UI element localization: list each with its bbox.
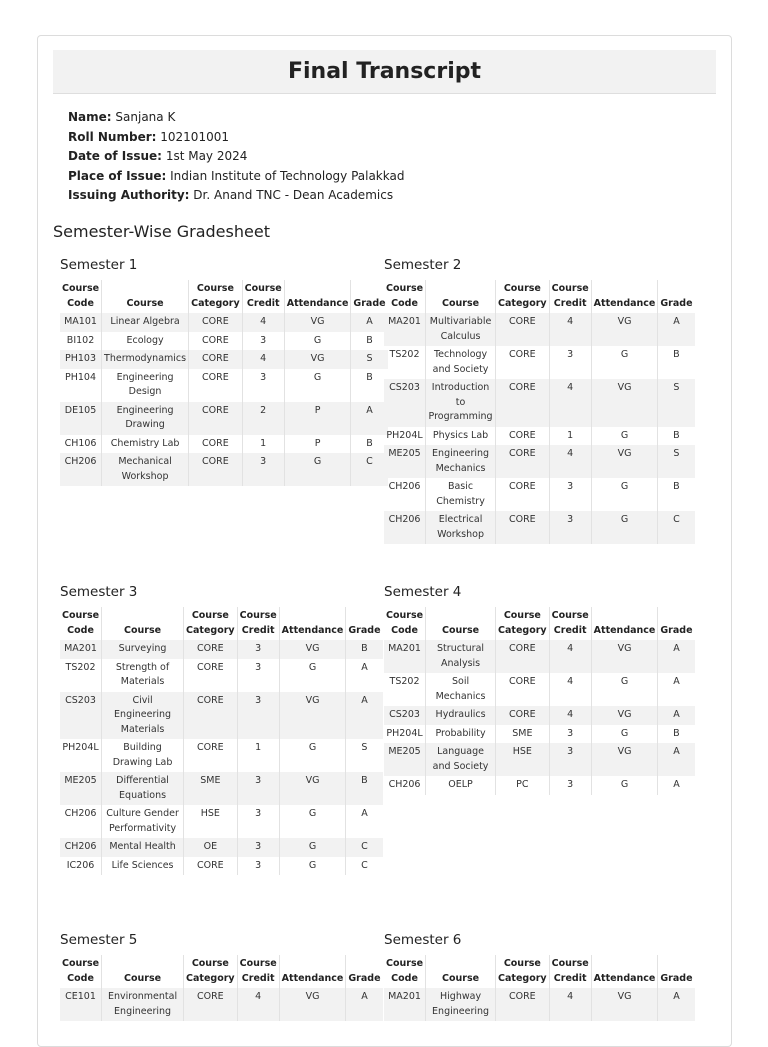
semester-title: Semester 2 (384, 257, 462, 273)
table-cell: G (284, 369, 351, 402)
table-row (384, 673, 695, 706)
table-cell: B (366, 371, 373, 383)
column-header: Course Code (60, 955, 102, 988)
table-cell: HSE (496, 743, 550, 776)
table-cell: C (361, 859, 368, 871)
grade-table (60, 280, 388, 486)
table-row (384, 313, 695, 346)
table-row (60, 805, 383, 838)
info-roll (68, 128, 404, 148)
table-cell: G (591, 427, 658, 446)
table-cell: TS202 (384, 673, 426, 706)
table-row (60, 402, 388, 435)
table-cell: A (361, 661, 368, 673)
table-cell: Physics Lab (426, 427, 496, 446)
table-cell: IC206 (60, 857, 102, 876)
roll-label: Roll Number: (68, 129, 157, 144)
table-cell: CH206 (60, 838, 102, 857)
column-header: Course Credit (242, 280, 284, 313)
table-cell: Highway Engineering (426, 988, 496, 1021)
table-cell: 3 (237, 838, 279, 857)
table-cell: Hydraulics (426, 706, 496, 725)
table-cell: ME205 (384, 743, 426, 776)
table-cell: Engineering Drawing (102, 402, 189, 435)
semester-1 (60, 256, 388, 486)
table-cell: Structural Analysis (426, 640, 496, 673)
table-cell: A (361, 808, 368, 819)
table-cell: G (279, 739, 346, 772)
grade-table (384, 607, 695, 795)
table-cell: CH206 (384, 776, 426, 795)
table-row (60, 838, 383, 857)
semester-title: Semester 5 (60, 932, 138, 948)
table-cell: 4 (549, 313, 591, 346)
column-header: Course Category (184, 955, 238, 988)
table-cell: Engineering Design (102, 369, 189, 402)
column-header: Course (426, 607, 496, 640)
place-value: Indian Institute of Technology Palakkad (170, 168, 405, 183)
table-cell: Building Drawing Lab (102, 739, 184, 772)
table-cell: G (591, 511, 658, 544)
table-cell: B (366, 334, 373, 346)
table-cell: Language and Society (426, 743, 496, 776)
column-header: Course Code (384, 280, 426, 313)
table-cell: Life Sciences (102, 857, 184, 876)
column-header: Course Code (60, 607, 102, 640)
table-cell: CORE (496, 988, 550, 1021)
table-cell: S (658, 379, 695, 427)
table-cell: G (279, 805, 346, 838)
table-header-row (384, 607, 695, 640)
table-cell: PH204L (384, 427, 426, 446)
table-cell: B (346, 640, 383, 659)
table-cell: CORE (184, 692, 238, 740)
section-title: Semester-Wise Gradesheet (53, 222, 270, 241)
transcript-card (37, 35, 732, 1047)
semester-5 (60, 931, 383, 1021)
place-label: Place of Issue: (68, 168, 167, 183)
table-cell: CORE (189, 435, 243, 454)
column-header: Course Category (184, 607, 238, 640)
info-authority (68, 186, 404, 206)
table-cell: C (351, 453, 388, 486)
table-cell: CS203 (384, 379, 426, 427)
table-cell: G (279, 659, 346, 692)
table-row (60, 435, 388, 454)
table-cell: VG (279, 772, 346, 805)
table-cell: CORE (496, 313, 550, 346)
column-header: Attendance (591, 607, 658, 640)
table-cell: A (351, 313, 388, 332)
table-cell: Culture Gender Performativity (102, 805, 184, 838)
table-cell: CH206 (384, 511, 426, 544)
table-cell: PC (496, 776, 550, 795)
table-cell: HSE (184, 805, 238, 838)
semester-6 (384, 931, 695, 1021)
table-cell: CH206 (384, 478, 426, 511)
table-cell: 4 (242, 350, 284, 369)
date-value: 1st May 2024 (165, 149, 248, 164)
authority-value: Dr. Anand TNC - Dean Academics (193, 188, 394, 203)
table-cell: CORE (496, 427, 550, 446)
table-cell: G (284, 332, 351, 351)
table-cell: VG (284, 313, 351, 332)
table-cell: CORE (496, 673, 550, 706)
table-cell: Engineering Mechanics (426, 445, 496, 478)
table-cell: CORE (496, 379, 550, 427)
table-cell: B (673, 349, 680, 360)
table-cell: VG (591, 988, 658, 1021)
table-cell: CORE (496, 445, 550, 478)
info-place (68, 167, 404, 187)
table-header-row (60, 607, 383, 640)
table-cell: CS203 (384, 706, 426, 725)
table-row (384, 427, 695, 446)
column-header: Grade (353, 297, 386, 309)
table-cell: 1 (237, 739, 279, 772)
table-cell: 3 (237, 772, 279, 805)
table-cell: CE101 (60, 988, 102, 1021)
column-header: Course Category (189, 280, 243, 313)
table-cell: Mechanical Workshop (102, 453, 189, 486)
table-cell: 4 (549, 640, 591, 673)
table-cell: OE (184, 838, 238, 857)
table-cell: 4 (549, 379, 591, 427)
table-cell: CORE (184, 640, 238, 659)
table-cell: Strength of Materials (102, 659, 184, 692)
name-value: Sanjana K (115, 110, 176, 124)
student-info (68, 108, 404, 206)
column-header: Grade (660, 297, 693, 309)
table-cell: Probability (426, 725, 496, 744)
table-cell: Environmental Engineering (102, 988, 184, 1021)
table-cell: Introduction to Programming (426, 379, 496, 427)
table-cell: Chemistry Lab (102, 435, 189, 454)
table-row (384, 445, 695, 478)
table-cell: VG (591, 313, 658, 346)
semester-4 (384, 583, 695, 795)
table-cell: SME (496, 725, 550, 744)
table-cell: VG (591, 706, 658, 725)
table-cell: CORE (189, 369, 243, 402)
table-header-row (384, 955, 695, 988)
table-row (60, 640, 383, 659)
semester-title: Semester 6 (384, 932, 462, 948)
column-header: Grade (348, 624, 381, 636)
table-cell: G (591, 725, 658, 744)
column-header: Course (426, 280, 496, 313)
table-cell: 3 (549, 776, 591, 795)
table-cell: CORE (189, 332, 243, 351)
table-cell: DE105 (60, 402, 102, 435)
table-cell: TS202 (384, 346, 426, 379)
table-cell: ME205 (384, 445, 426, 478)
table-row (60, 659, 383, 692)
table-cell: VG (591, 445, 658, 478)
table-cell: Thermodynamics (102, 350, 189, 369)
date-label: Date of Issue: (68, 149, 162, 164)
table-cell: Technology and Society (426, 346, 496, 379)
table-cell: CORE (184, 857, 238, 876)
table-cell: VG (279, 692, 346, 740)
column-header: Course (426, 955, 496, 988)
table-cell: A (673, 779, 680, 790)
table-cell: A (658, 743, 695, 776)
column-header: Course Category (496, 280, 550, 313)
table-cell: 3 (237, 640, 279, 659)
table-cell: 1 (549, 427, 591, 446)
column-header: Course Credit (237, 607, 279, 640)
column-header: Course Credit (549, 955, 591, 988)
column-header: Course Credit (549, 280, 591, 313)
table-header-row (384, 280, 695, 313)
column-header: Attendance (591, 955, 658, 988)
table-header-row (60, 280, 388, 313)
table-cell: PH204L (60, 739, 102, 772)
table-cell: G (279, 838, 346, 857)
table-cell: CORE (189, 453, 243, 486)
roll-value: 102101001 (160, 129, 229, 144)
table-cell: Mental Health (102, 838, 184, 857)
table-cell: MA201 (60, 640, 102, 659)
table-cell: CH206 (60, 453, 102, 486)
table-cell: G (591, 478, 658, 511)
table-cell: 3 (242, 453, 284, 486)
table-cell: PH104 (60, 369, 102, 402)
column-header: Attendance (279, 607, 346, 640)
table-cell: 4 (549, 988, 591, 1021)
table-cell: 4 (549, 673, 591, 706)
table-cell: A (673, 676, 680, 687)
table-cell: 3 (549, 346, 591, 379)
table-cell: 3 (237, 805, 279, 838)
table-cell: A (658, 313, 695, 346)
table-cell: S (351, 350, 388, 369)
semester-2 (384, 256, 695, 544)
title-bar (53, 50, 716, 94)
column-header: Course Credit (549, 607, 591, 640)
table-row (60, 350, 388, 369)
table-cell: CH106 (60, 435, 102, 454)
table-cell: 3 (549, 511, 591, 544)
table-cell: Ecology (102, 332, 189, 351)
table-row (384, 379, 695, 427)
table-cell: 2 (242, 402, 284, 435)
info-date (68, 147, 404, 167)
grade-table (384, 955, 695, 1021)
table-cell: B (346, 772, 383, 805)
table-cell: A (658, 706, 695, 725)
grade-table (384, 280, 695, 544)
column-header: Course Credit (237, 955, 279, 988)
table-cell: CORE (189, 313, 243, 332)
table-cell: MA201 (384, 313, 426, 346)
table-cell: ME205 (60, 772, 102, 805)
column-header: Course (102, 280, 189, 313)
table-row (60, 857, 383, 876)
table-cell: CORE (496, 511, 550, 544)
table-row (384, 743, 695, 776)
table-cell: B (673, 481, 680, 492)
table-cell: 3 (549, 743, 591, 776)
column-header: Course (102, 607, 184, 640)
table-cell: CORE (189, 350, 243, 369)
table-cell: G (284, 453, 351, 486)
table-cell: VG (284, 350, 351, 369)
info-name (68, 108, 404, 128)
table-cell: S (361, 742, 368, 753)
table-row (384, 640, 695, 673)
table-row (60, 369, 388, 402)
table-cell: Surveying (102, 640, 184, 659)
table-cell: A (346, 988, 383, 1021)
table-cell: CORE (496, 478, 550, 511)
table-cell: C (346, 838, 383, 857)
grade-table (60, 955, 383, 1021)
table-cell: B (673, 727, 680, 739)
column-header: Grade (348, 972, 381, 984)
table-cell: CORE (184, 739, 238, 772)
semester-title: Semester 4 (384, 584, 462, 600)
column-header: Grade (660, 972, 693, 984)
table-cell: Basic Chemistry (426, 478, 496, 511)
table-cell: OELP (426, 776, 496, 795)
table-cell: S (658, 445, 695, 478)
table-cell: Soil Mechanics (426, 673, 496, 706)
table-cell: VG (279, 640, 346, 659)
table-row (384, 346, 695, 379)
table-row (384, 511, 695, 544)
table-cell: TS202 (60, 659, 102, 692)
table-cell: VG (279, 988, 346, 1021)
table-row (60, 772, 383, 805)
table-cell: CORE (496, 346, 550, 379)
table-row (384, 988, 695, 1021)
table-cell: MA201 (384, 640, 426, 673)
table-row (384, 706, 695, 725)
table-cell: 3 (237, 857, 279, 876)
semester-title: Semester 3 (60, 584, 138, 600)
column-header: Course Category (496, 607, 550, 640)
table-cell: 3 (242, 369, 284, 402)
table-cell: 4 (549, 445, 591, 478)
table-cell: PH103 (60, 350, 102, 369)
table-cell: 3 (237, 659, 279, 692)
table-cell: 3 (549, 478, 591, 511)
page-title: Final Transcript (287, 59, 481, 84)
semester-title: Semester 1 (60, 257, 138, 273)
table-cell: 3 (549, 725, 591, 744)
column-header: Attendance (279, 955, 346, 988)
table-row (60, 313, 388, 332)
table-cell: Linear Algebra (102, 313, 189, 332)
table-header-row (60, 955, 383, 988)
table-cell: Multivariable Calculus (426, 313, 496, 346)
table-row (384, 725, 695, 744)
column-header: Course Code (384, 955, 426, 988)
table-row (60, 453, 388, 486)
table-cell: Differential Equations (102, 772, 184, 805)
table-cell: PH204L (384, 725, 426, 744)
column-header: Grade (660, 624, 693, 636)
table-cell: G (591, 346, 658, 379)
column-header: Course Category (496, 955, 550, 988)
table-cell: 3 (242, 332, 284, 351)
table-cell: B (673, 429, 680, 441)
table-row (60, 988, 383, 1021)
table-cell: CORE (184, 988, 238, 1021)
table-cell: P (284, 402, 351, 435)
name-label: Name: (68, 110, 112, 124)
table-cell: B (366, 437, 373, 449)
column-header: Course (102, 955, 184, 988)
table-cell: VG (591, 379, 658, 427)
table-cell: A (351, 402, 388, 435)
table-cell: SME (184, 772, 238, 805)
table-cell: A (658, 640, 695, 673)
table-cell: CS203 (60, 692, 102, 740)
table-row (60, 692, 383, 740)
table-cell: Electrical Workshop (426, 511, 496, 544)
table-cell: P (284, 435, 351, 454)
table-cell: CH206 (60, 805, 102, 838)
table-cell: G (279, 857, 346, 876)
table-row (60, 739, 383, 772)
table-cell: 4 (549, 706, 591, 725)
semester-3 (60, 583, 383, 875)
table-row (384, 478, 695, 511)
table-cell: VG (591, 743, 658, 776)
table-row (60, 332, 388, 351)
column-header: Attendance (591, 280, 658, 313)
table-cell: 4 (242, 313, 284, 332)
table-cell: CORE (496, 706, 550, 725)
table-cell: G (591, 673, 658, 706)
table-row (384, 776, 695, 795)
table-cell: CORE (189, 402, 243, 435)
table-cell: CORE (184, 659, 238, 692)
table-cell: 4 (237, 988, 279, 1021)
table-cell: MA101 (60, 313, 102, 332)
table-cell: VG (591, 640, 658, 673)
table-cell: MA201 (384, 988, 426, 1021)
grade-table (60, 607, 383, 875)
table-cell: A (658, 988, 695, 1021)
table-cell: C (658, 511, 695, 544)
column-header: Attendance (284, 280, 351, 313)
column-header: Course Code (384, 607, 426, 640)
table-cell: Civil Engineering Materials (102, 692, 184, 740)
table-cell: G (591, 776, 658, 795)
table-cell: BI102 (60, 332, 102, 351)
table-cell: CORE (496, 640, 550, 673)
table-cell: A (346, 692, 383, 740)
table-cell: 1 (242, 435, 284, 454)
column-header: Course Code (60, 280, 102, 313)
authority-label: Issuing Authority: (68, 188, 190, 203)
table-cell: 3 (237, 692, 279, 740)
